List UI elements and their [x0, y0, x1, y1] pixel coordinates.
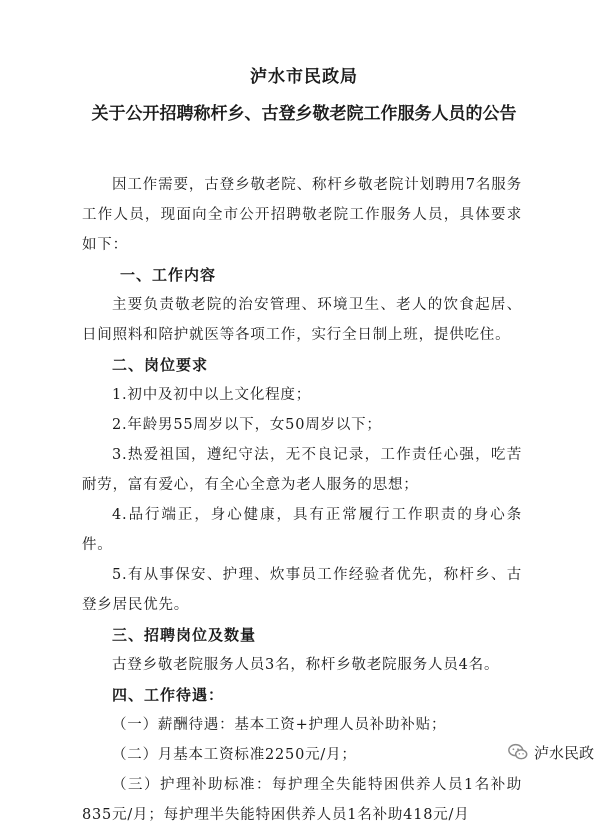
positions-paragraph: 古登乡敬老院服务人员3名，称杆乡敬老院服务人员4名。: [112, 657, 500, 673]
compensation-item: （三）护理补助标准：每护理全失能特困供养人员1名补助835元/月；每护理半失能特困供养人员1名补助418元/月: [82, 777, 522, 823]
requirement-item: 3.热爱祖国，遵纪守法，无不良记录，工作责任心强，吃苦耐劳，富有爱心，有全心全意为老人服务的思想；: [82, 447, 522, 493]
work-content-paragraph: 主要负责敬老院的治安管理、环境卫生、老人的饮食起居、日间照料和陪护就医等各项工作，实行全日制上班，提供吃住。: [82, 297, 522, 343]
wechat-icon: [507, 741, 529, 763]
watermark-text: 泸水民政: [533, 743, 594, 762]
section-heading-compensation: 四、工作待遇：: [112, 686, 225, 704]
compensation-item: （二）月基本工资标准2250元/月；: [112, 747, 357, 763]
compensation-item: （一）薪酬待遇：基本工资+护理人员补助补贴；: [112, 717, 447, 733]
intro-paragraph: 因工作需要，古登乡敬老院、称杆乡敬老院计划聘用7名服务工作人员，现面向全市公开招聘敬老院工作服务人员，具体要求如下：: [82, 177, 522, 253]
document-body: [82, 170, 522, 830]
section-heading-work-content: 一、工作内容: [120, 266, 217, 284]
requirement-item: 2.年龄男55周岁以下，女50周岁以下；: [112, 417, 382, 433]
section-heading-positions: 三、招聘岗位及数量: [112, 626, 257, 644]
requirement-item: 5.有从事保安、护理、炊事员工作经验者优先，称杆乡、古登乡居民优先。: [82, 567, 522, 613]
watermark: [503, 738, 598, 766]
document-title: 关于公开招聘称杆乡、古登乡敬老院工作服务人员的公告: [91, 104, 517, 124]
section-heading-requirements: 二、岗位要求: [112, 356, 209, 374]
requirement-item: 4.品行端正，身心健康，具有正常履行工作职责的身心条件。: [82, 507, 522, 553]
requirement-item: 1.初中及初中以上文化程度；: [112, 387, 312, 403]
issuing-organization: 泸水市民政局: [250, 67, 358, 87]
